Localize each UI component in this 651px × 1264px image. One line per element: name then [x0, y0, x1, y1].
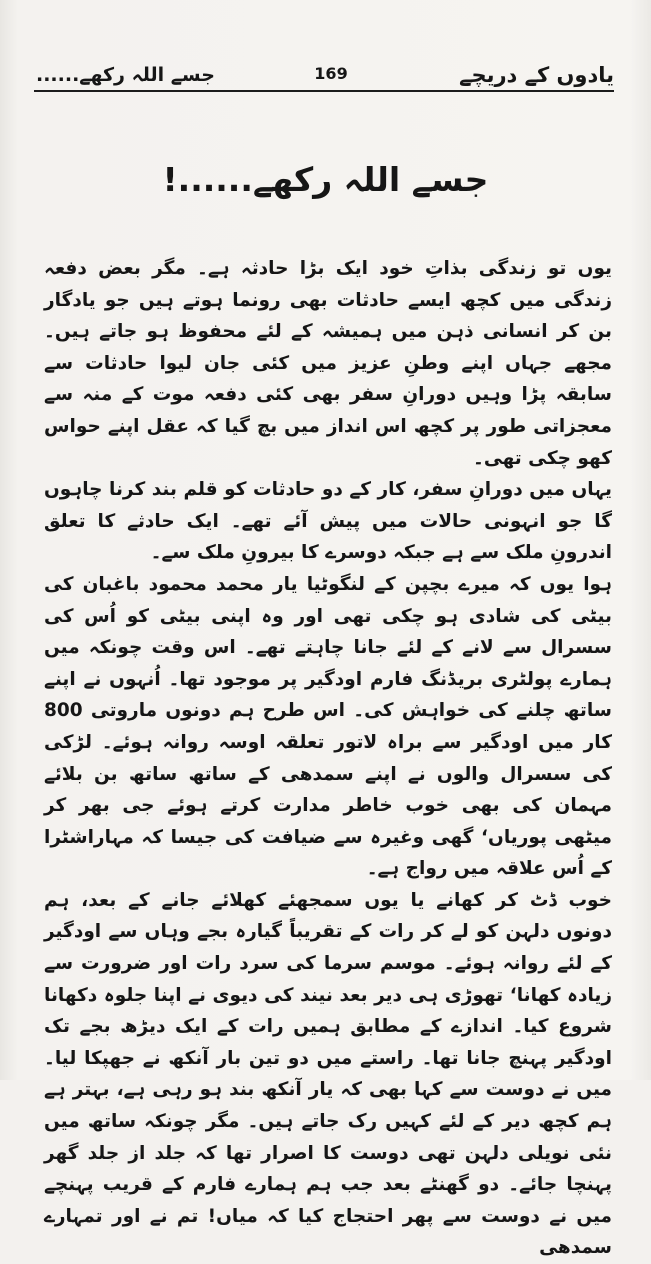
chapter-heading: جسے اللہ رکھے......!	[162, 160, 489, 199]
paragraph: یہاں میں دورانِ سفر، کار کے دو حادثات کو قلم بند کرنا چاہوں گا جو انہونی حالات میں پیش آئے تھے۔ ایک حادثے کا تعلق اندرونِ ملک سے ہے جبکہ دوسرے کا بیرونِ ملک سے۔	[44, 479, 612, 564]
chapter-title: جسے اللہ رکھے......	[36, 64, 215, 86]
running-header	[36, 60, 614, 90]
paragraph: ہوا یوں کہ میرے بچپن کے لنگوٹیا یار محمد محمود باغبان کی بیٹی کی شادی ہو چکی تھی اور وہ اپنی بیٹی کو اُس کی سسرال سے لانے کے لئے جانا چاہتے تھے۔ اس وقت چونکہ میں ہمارے پولٹری بریڈنگ فارم اودگیر پر موجود تھا۔ اُنہوں نے اپنے ساتھ چلنے کی خواہش کی۔ اس طرح ہم دونوں ماروتی 800 کار میں اودگیر سے براہ لاتور تعلقہ اوسہ روانہ ہوئے۔ لڑکی کی سسرال والوں نے اپنے سمدھی کے ساتھ ساتھ بن بلائے مہمان کی بھی خوب خاطر مدارت کرتے ہوئے جی بھر کر میٹھی پوریاں‘ گھی وغیرہ سے ضیافت کی جیسا کہ مہاراشٹرا کے اُس علاقہ میں رواج ہے۔	[44, 573, 612, 880]
chapter-body	[44, 253, 612, 1264]
book-title: یادوں کے دریچے	[459, 63, 614, 87]
paragraph: خوب ڈٹ کر کھانے یا یوں سمجھئے کھلائے جانے کے بعد، ہم دونوں دلہن کو لے کر رات کے تقریباً گیارہ بجے وہاں سے اودگیر کے لئے روانہ ہوئے۔ موسم سرما کی سرد رات اور ضرورت سے زیادہ کھانا‘ تھوڑی ہی دیر بعد نیند کی دیوی نے اپنا جلوہ دکھانا شروع کیا۔ اندازے کے مطابق ہمیں رات کے ایک دیڑھ بجے تک اودگیر پہنچ جانا تھا۔ راستے میں دو تین بار آنکھ نے جھپکا لیا۔ میں نے دوست سے کہا بھی کہ یار آنکھ بند ہو رہی ہے، بہتر ہے ہم کچھ دیر کے لئے کہیں رک جاتے ہیں۔ مگر چونکہ ساتھ میں نئی نویلی دلہن تھی دوست کا اصرار تھا کہ جلد از جلد گھر پہنچا جائے۔ دو گھنٹے بعد جب ہم ہمارے فارم کے قریب پہنچے میں نے دوست سے پھر احتجاج کیا کہ میاں! تم نے اور تمہارے سمدھی	[44, 889, 612, 1259]
header-divider	[34, 90, 614, 92]
paragraph: یوں تو زندگی بذاتِ خود ایک بڑا حادثہ ہے۔ مگر بعض دفعہ زندگی میں کچھ ایسے حادثات بھی رونما ہوتے ہیں جو یادگار بن کر انسانی ذہن میں ہمیشہ کے لئے محفوظ ہو جاتے ہیں۔ مجھے جہاں اپنے وطنِ عزیز میں کئی جان لیوا حادثات سے سابقہ پڑا وہیں دورانِ سفر بھی کئی دفعہ موت کے منہ سے معجزاتی طور پر کچھ اس انداز میں بچ گیا کہ عقل اپنے حواس کھو چکی تھی۔	[44, 258, 612, 469]
page-number: 169	[314, 64, 348, 83]
